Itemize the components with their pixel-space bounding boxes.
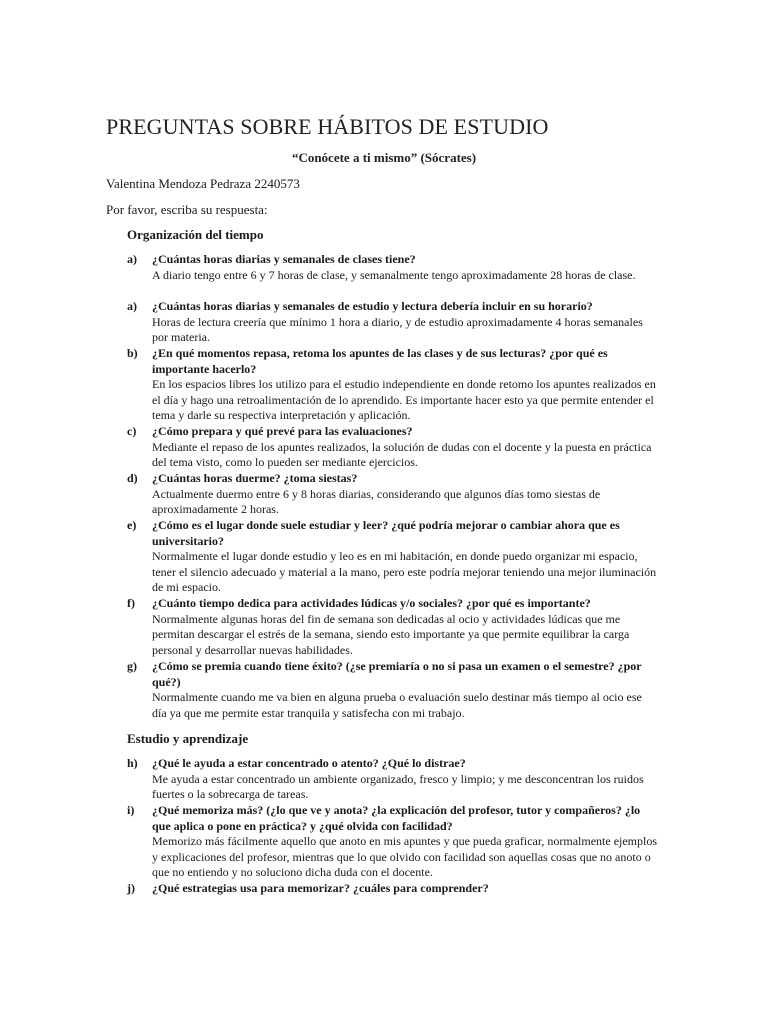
section-heading-time-organization: Organización del tiempo (127, 227, 264, 242)
answer-text: Me ayuda a estar concentrado un ambiente organizado, fresco y limpio; y me desconcentran los ruidos fuertes o la sobrecarga de tareas. (152, 771, 644, 801)
question-text: ¿Cómo prepara y qué prevé para las evaluaciones? (152, 424, 413, 438)
answer-text: Memorizo más fácilmente aquello que anoto en mis apuntes y que pueda graficar, normalmente ejemplos y explicaciones del profesor, mientras que lo que olvido con facilidad son aquellas cosas que no anoto o que no entiendo y no soluciono dicha duda con el docente. (152, 834, 658, 879)
answer-text: A diario tengo entre 6 y 7 horas de clase, y semanalmente tengo aproximadamente 28 horas de clase. (152, 267, 636, 282)
question-label: e) (127, 518, 137, 532)
question-item (127, 299, 657, 346)
question-item (127, 659, 657, 721)
question-label: a) (127, 299, 137, 313)
question-text: ¿Cuántas horas diarias y semanales de clases tiene? (152, 252, 416, 266)
question-text: ¿En qué momentos repasa, retoma los apuntes de las clases y de sus lecturas? ¿por qué es importante hacerlo? (152, 346, 608, 376)
question-label: b) (127, 346, 138, 360)
question-text: ¿Cuántas horas duerme? ¿toma siestas? (152, 471, 358, 485)
answer-text: Normalmente el lugar donde estudio y leo es en mi habitación, en donde puedo organizar mi espacio, tener el silencio adecuado y material a la mano, pero este podría mejorar teniendo una mejor iluminación de mi espacio. (152, 549, 657, 594)
question-text: ¿Qué estrategias usa para memorizar? ¿cuáles para comprender? (152, 881, 489, 895)
question-label: i) (127, 803, 135, 817)
question-text: ¿Cuántas horas diarias y semanales de estudio y lectura debería incluir en su horario? (152, 299, 593, 313)
instruction-text: Por favor, escriba su respuesta: (106, 202, 268, 217)
answer-text: En los espacios libres los utilizo para el estudio independiente en donde retomo los apuntes realizados en el día y hago una retroalimentación de lo aprendido. Es importante hacer esto ya que permite entender el tema y darle su respectiva interpretación y aplicación. (152, 377, 656, 422)
answer-text: Horas de lectura creería que mínimo 1 hora a diario, y de estudio aproximadamente 4 horas semanales por materia. (152, 314, 643, 344)
question-label: f) (127, 596, 135, 610)
question-text: ¿Qué le ayuda a estar concentrado o atento? ¿Qué lo distrae? (152, 756, 466, 770)
question-item (127, 346, 657, 424)
answer-text: Actualmente duermo entre 6 y 8 horas diarias, considerando que algunos días tomo siestas de aproximadamente 2 horas. (152, 486, 601, 516)
quote-subtitle: “Conócete a ti mismo” (Sócrates) (291, 150, 477, 165)
question-item (127, 252, 657, 283)
answer-text: Mediante el repaso de los apuntes realizados, la solución de dudas con el docente y la puesta en práctica del tema visto, como lo pueden ser mediante ejercicios. (152, 439, 652, 469)
question-item (127, 471, 657, 518)
question-label: a) (127, 252, 137, 266)
question-label: g) (127, 659, 137, 673)
page-title: PREGUNTAS SOBRE HÁBITOS DE ESTUDIO (106, 114, 549, 139)
question-text: ¿Cuánto tiempo dedica para actividades lúdicas y/o sociales? ¿por qué es importante? (152, 596, 591, 610)
question-item (127, 803, 657, 881)
question-item (127, 881, 657, 897)
author-line: Valentina Mendoza Pedraza 2240573 (106, 176, 300, 191)
question-item (127, 424, 657, 471)
question-item (127, 518, 657, 596)
section-heading-study-learning: Estudio y aprendizaje (127, 731, 249, 746)
question-label: j) (127, 881, 135, 895)
question-item (127, 596, 657, 658)
question-label: h) (127, 756, 138, 770)
question-text: ¿Cómo se premia cuando tiene éxito? (¿se premiaría o no si pasa un examen o el semestre? ¿por qué?) (152, 659, 642, 689)
question-label: c) (127, 424, 137, 438)
answer-text: Normalmente cuando me va bien en alguna prueba o evaluación suelo destinar más tiempo al ocio ese día ya que me permite estar tranquila y satisfecha con mi trabajo. (152, 690, 642, 720)
answer-text: Normalmente algunas horas del fin de semana son dedicadas al ocio y actividades lúdicas que me permitan descargar el estrés de la semana, siendo esto importante ya que permite equilibrar la carga personal y desarrollar nuevas habilidades. (152, 611, 630, 657)
question-item (127, 756, 657, 803)
question-label: d) (127, 471, 138, 485)
question-text: ¿Cómo es el lugar donde suele estudiar y leer? ¿qué podría mejorar o cambiar ahora que es universitario? (152, 518, 620, 548)
question-text: ¿Qué memoriza más? (¿lo que ve y anota? ¿la explicación del profesor, tutor y compañeros? ¿lo que aplica o pone en práctica? y ¿qué olvida con facilidad? (152, 803, 641, 833)
